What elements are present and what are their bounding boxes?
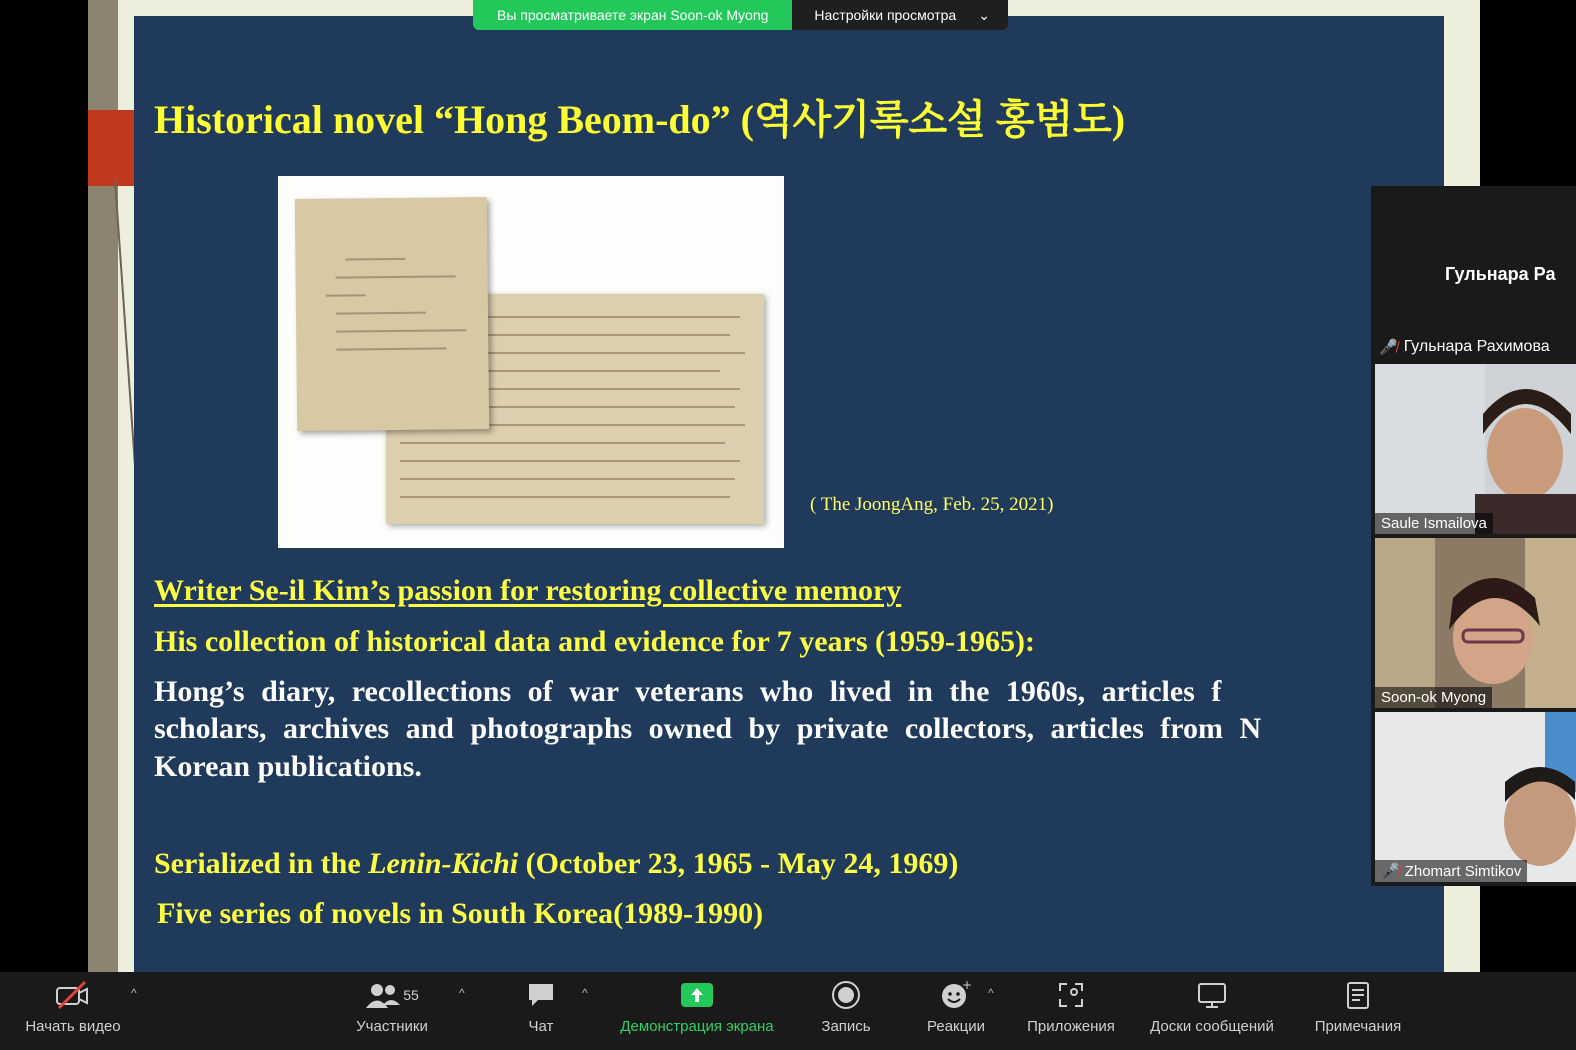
participant-name: Soon-ok Myong — [1375, 687, 1492, 708]
manuscript-photo — [278, 176, 784, 548]
screen-share-banner — [473, 0, 1008, 30]
participants-video-panel — [1371, 186, 1576, 886]
chevron-down-icon: ⌄ — [978, 7, 990, 23]
participant-video — [1375, 538, 1576, 708]
viewing-screen-label: Вы просматриваете экран Soon-ok Myong — [473, 0, 792, 30]
notes-icon — [1345, 980, 1371, 1010]
frame-accent — [88, 110, 134, 186]
notes-button[interactable]: Примечания — [1306, 972, 1410, 1050]
apps-button[interactable]: Приложения — [1018, 972, 1124, 1050]
sources-line-2: scholars, archives and photographs owned by private collectors, articles from N — [154, 712, 1262, 745]
participants-options-caret[interactable]: ^ — [459, 986, 465, 1000]
reactions-options-caret[interactable]: ^ — [988, 986, 994, 1000]
serialized-line — [154, 847, 958, 881]
presentation-slide — [134, 16, 1444, 972]
video-options-caret[interactable]: ^ — [131, 986, 137, 1000]
participants-icon — [365, 981, 401, 1009]
serialized-dates: (October 23, 1965 - May 24, 1969) — [518, 847, 959, 880]
slide-title: Historical novel “Hong Beom-do” (역사기록소설 홍범도) — [154, 97, 1126, 142]
share-screen-icon — [680, 982, 714, 1008]
five-series-line: Five series of novels in South Korea(1989-1990) — [157, 897, 764, 930]
participant-video — [1375, 364, 1576, 534]
participant-name: 🎤̸ Zhomart Simtikov — [1375, 860, 1527, 882]
active-speaker-label: 🎤̸ Гульнара Рахимова — [1379, 338, 1550, 356]
reactions-icon — [940, 980, 972, 1010]
reactions-button[interactable]: + Реакции — [927, 980, 985, 1035]
start-video-button[interactable]: Начать видео — [16, 972, 130, 1050]
video-off-icon — [55, 980, 91, 1010]
sources-line-1: Hong’s diary, recollections of war veterans who lived in the 1960s, articles f — [154, 675, 1222, 708]
manuscript-cover-image — [295, 197, 489, 431]
mic-muted-icon: 🎤̸ — [1379, 339, 1398, 356]
svg-text:+: + — [962, 980, 972, 992]
chat-options-caret[interactable]: ^ — [582, 986, 588, 1000]
share-screen-button[interactable]: Демонстрация экрана — [606, 972, 788, 1050]
whiteboard-icon — [1197, 981, 1227, 1009]
participant-video — [1375, 712, 1576, 882]
newspaper-name: Lenin-Kichi — [368, 847, 519, 880]
whiteboards-button[interactable]: Доски сообщений — [1140, 972, 1284, 1050]
video-tile[interactable] — [1375, 538, 1576, 708]
collection-line: His collection of historical data and evidence for 7 years (1959-1965): — [154, 625, 1035, 658]
view-options-button[interactable] — [792, 0, 1008, 30]
sources-line-3: Korean publications. — [154, 750, 422, 783]
chat-icon — [526, 981, 556, 1009]
view-options-label: Настройки просмотра — [814, 7, 957, 23]
slide-heading: Writer Se-il Kim’s passion for restoring collective memory — [154, 574, 902, 607]
mic-muted-icon: 🎤̸ — [1381, 863, 1400, 880]
participants-count: 55 — [403, 987, 419, 1003]
record-button[interactable]: Запись — [808, 972, 884, 1050]
meeting-toolbar — [0, 972, 1576, 1050]
video-tile[interactable] — [1375, 364, 1576, 534]
serialized-prefix: Serialized in the — [154, 847, 369, 880]
video-tile[interactable] — [1375, 712, 1576, 882]
participants-button[interactable]: 55 Участники — [340, 972, 444, 1050]
chat-button[interactable]: Чат — [508, 972, 574, 1050]
active-speaker-name: Гульнара Ра — [1445, 264, 1556, 284]
record-icon — [831, 980, 861, 1010]
photo-caption: ( The JoongAng, Feb. 25, 2021) — [810, 494, 1054, 515]
participant-name: Saule Ismailova — [1375, 513, 1493, 534]
apps-icon — [1057, 981, 1085, 1009]
